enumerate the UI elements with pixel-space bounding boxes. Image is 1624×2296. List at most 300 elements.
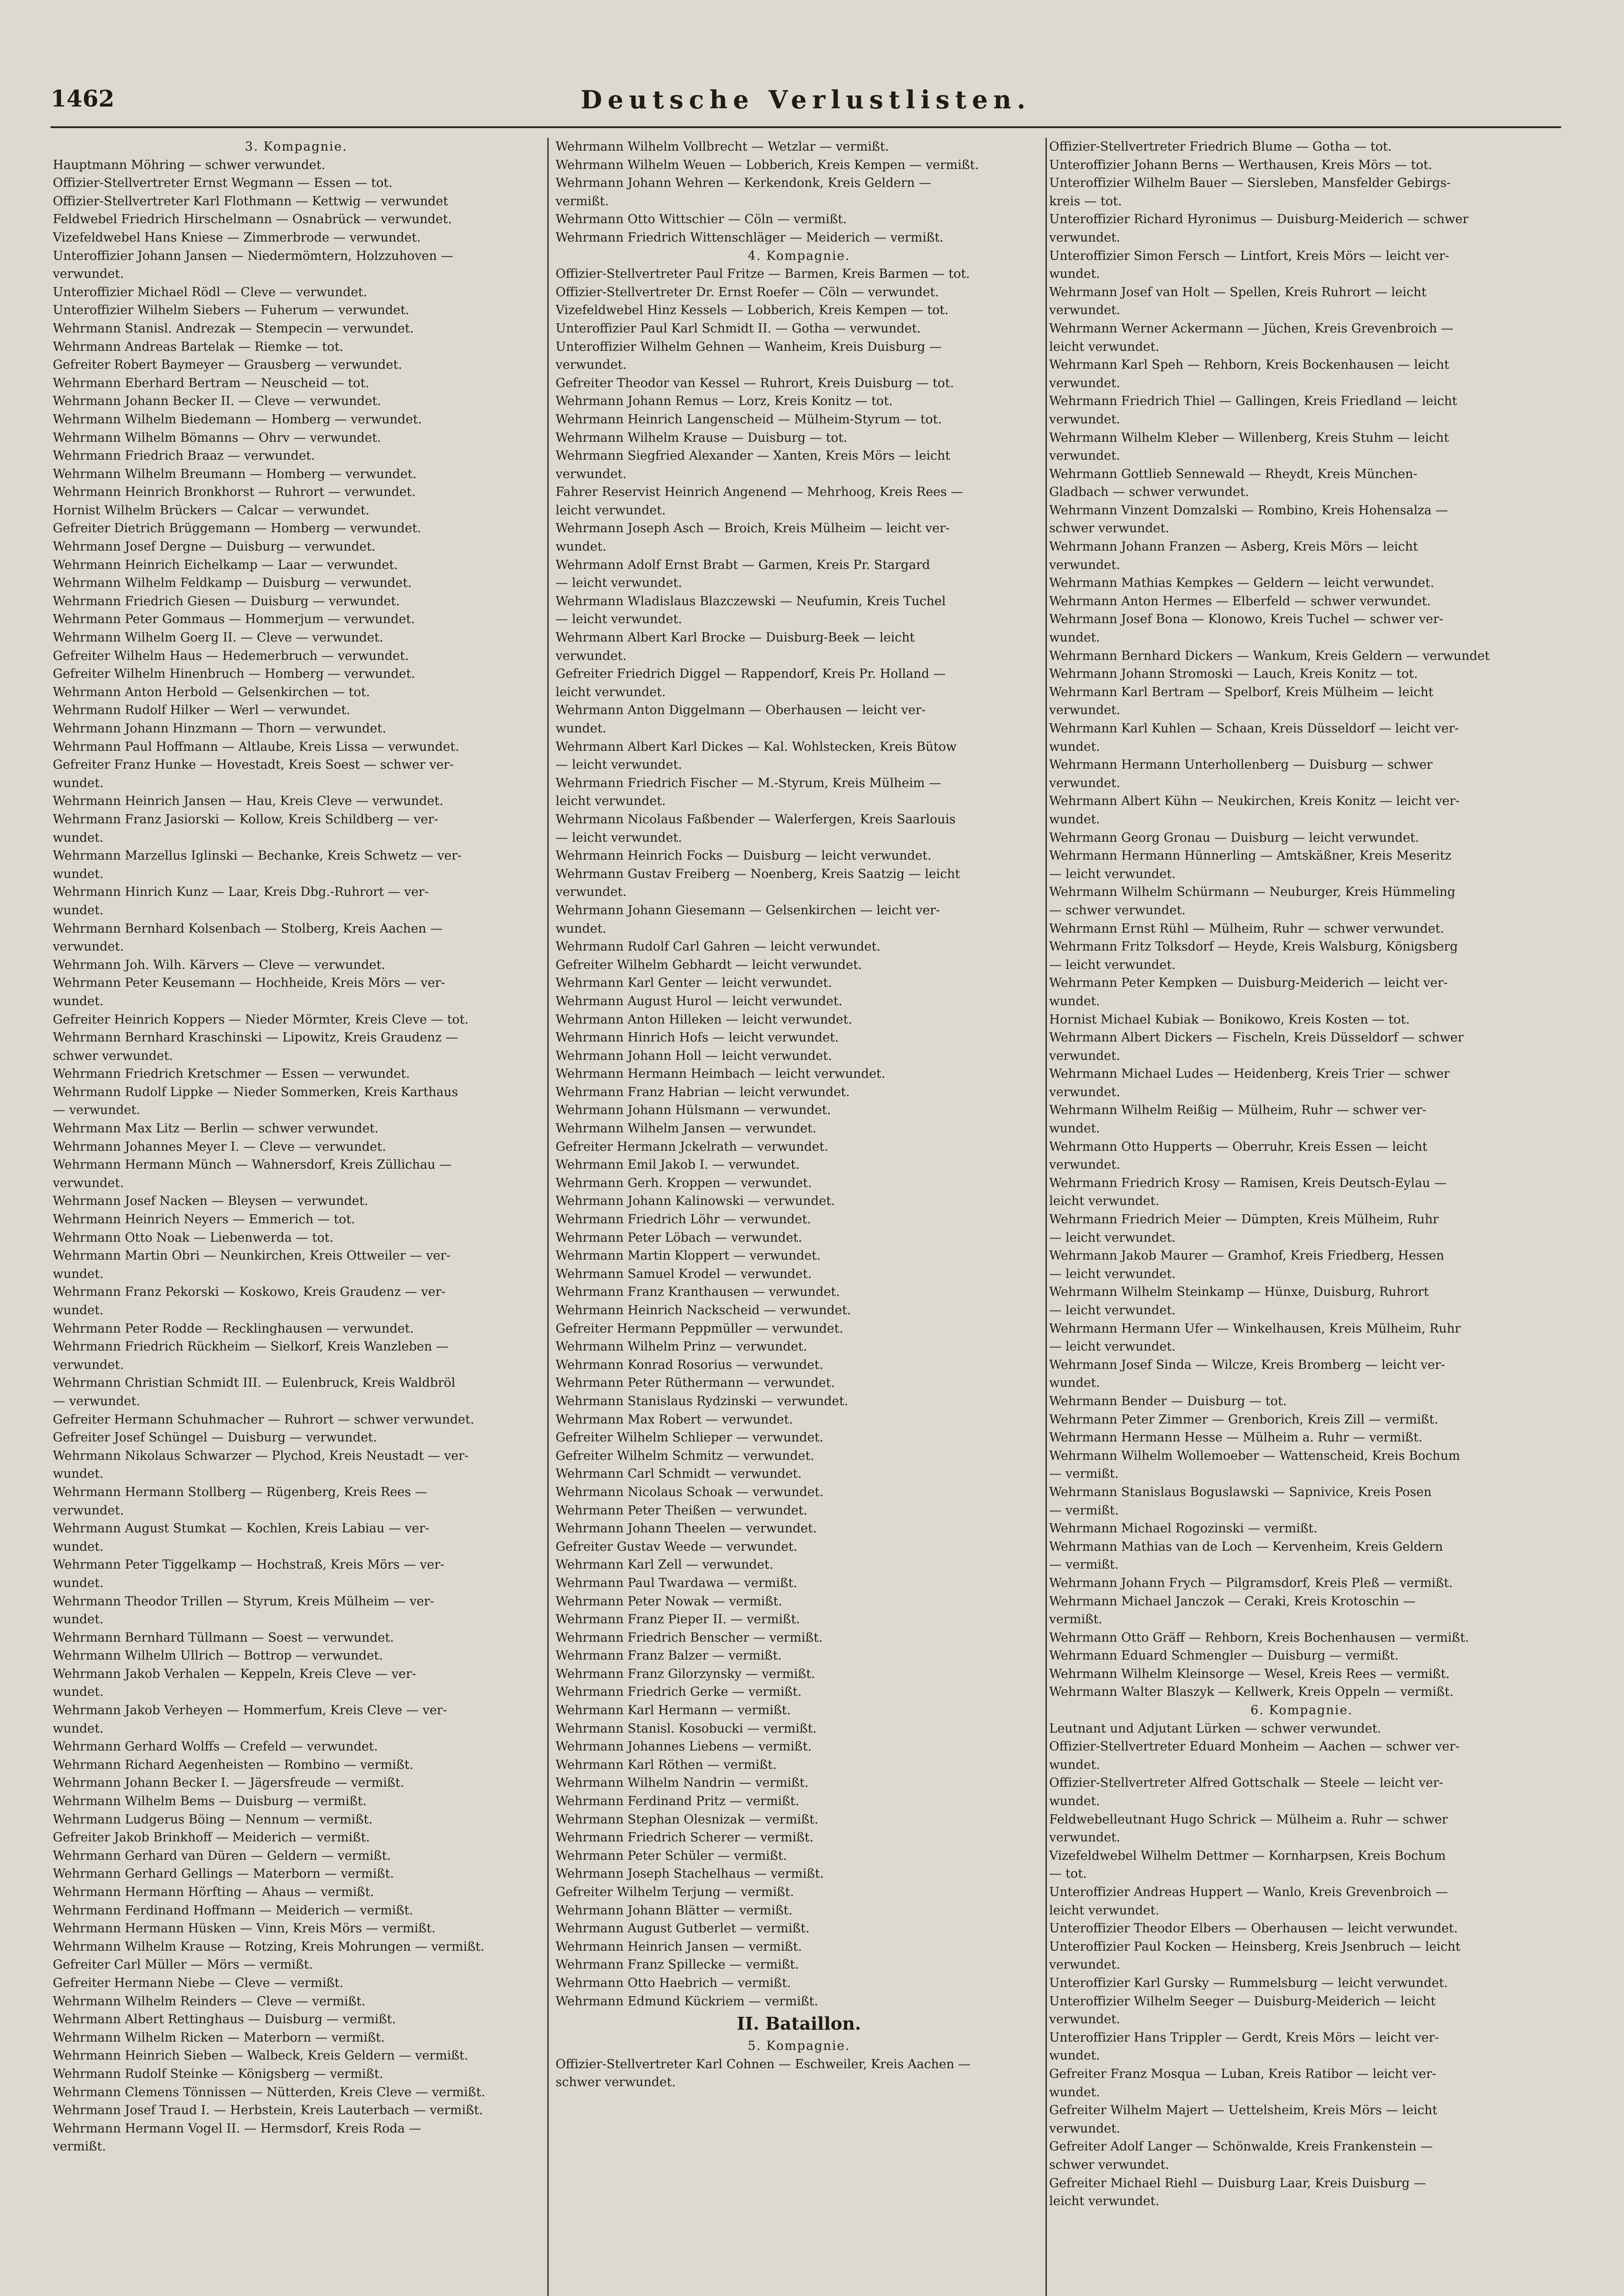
list-entry-line: schwer verwundet. bbox=[556, 2075, 676, 2090]
list-entry-line: Wehrmann Rudolf Carl Gahren — leicht verwundet. bbox=[556, 940, 881, 954]
list-entry-line: Wehrmann Ludgerus Böing — Nennum — vermißt. bbox=[53, 1812, 373, 1827]
list-entry-line: Wehrmann Martin Kloppert — verwundet. bbox=[556, 1249, 821, 1263]
list-entry-line: Wehrmann Wilhelm Krause — Duisburg — tot. bbox=[556, 430, 848, 445]
list-entry-line: Gladbach — schwer verwundet. bbox=[1049, 485, 1249, 500]
list-entry-line: wundet. bbox=[1049, 1376, 1100, 1390]
list-entry-line: Wehrmann Bernhard Dickers — Wankum, Kreis Geldern — verwundet bbox=[1049, 648, 1490, 663]
list-entry-line: verwundet. bbox=[1049, 776, 1120, 790]
list-entry-line: Wehrmann Johann Franzen — Asberg, Kreis Mörs — leicht bbox=[1049, 540, 1418, 554]
list-entry-line: Wehrmann Werner Ackermann — Jüchen, Kreis Grevenbroich — bbox=[1049, 321, 1454, 336]
list-entry-line: Wehrmann Wilhelm Reinders — Cleve — vermißt. bbox=[53, 1994, 365, 2009]
column-divider bbox=[1045, 138, 1047, 2296]
list-entry-line: wundet. bbox=[1049, 1757, 1100, 1772]
list-entry-line: Wehrmann Karl Bertram — Spelborf, Kreis Mülheim — leicht bbox=[1049, 685, 1433, 699]
list-entry-line: Wehrmann Hermann Ufer — Winkelhausen, Kreis Mülheim, Ruhr bbox=[1049, 1321, 1461, 1336]
list-entry-line: Wehrmann Siegfried Alexander — Xanten, Kreis Mörs — leicht bbox=[556, 449, 950, 463]
list-entry-line: Wehrmann Friedrich Fischer — M.-Styrum, Kreis Mülheim — bbox=[556, 776, 941, 790]
list-entry-line: Wehrmann Peter Schüler — vermißt. bbox=[556, 1848, 787, 1863]
list-entry-line: Wehrmann Friedrich Scherer — vermißt. bbox=[556, 1830, 814, 1845]
list-entry-line: Wehrmann Rudolf Hilker — Werl — verwundet. bbox=[53, 703, 350, 718]
list-entry-line: leicht verwundet. bbox=[1049, 1194, 1159, 1209]
list-entry-line: Vizefeldwebel Hans Kniese — Zimmerbrode — verwundet. bbox=[53, 230, 421, 245]
list-entry-line: Wehrmann Wilhelm Kleinsorge — Wesel, Kreis Rees — vermißt. bbox=[1049, 1666, 1450, 1681]
list-entry-line: Wehrmann Johann Stromoski — Lauch, Kreis Konitz — tot. bbox=[1049, 667, 1418, 681]
list-entry-line: verwundet. bbox=[1049, 376, 1120, 390]
list-entry-line: Wehrmann Johann Becker I. — Jägersfreude — vermißt. bbox=[53, 1776, 405, 1790]
column-2 bbox=[556, 138, 1042, 2296]
list-entry-line: — leicht verwundet. bbox=[556, 612, 682, 627]
list-entry-line: wundet. bbox=[53, 1612, 104, 1627]
list-entry-line: Vizefeldwebel Hinz Kessels — Lobberich, Kreis Kempen — tot. bbox=[556, 303, 949, 318]
list-entry-line: Wehrmann Richard Aegenheisten — Rombino — vermißt. bbox=[53, 1757, 414, 1772]
list-entry-line: Wehrmann Friedrich Braaz — verwundet. bbox=[53, 449, 315, 463]
list-entry-line: Wehrmann Franz Jasiorski — Kollow, Kreis Schildberg — ver- bbox=[53, 812, 438, 827]
list-entry-line: leicht verwundet. bbox=[1049, 2194, 1159, 2209]
list-entry-line: Wehrmann Stanislaus Rydzinski — verwundet. bbox=[556, 1394, 849, 1408]
list-entry-line: Wehrmann Josef Dergne — Duisburg — verwundet. bbox=[53, 540, 376, 554]
list-entry-line: Wehrmann Nikolaus Schwarzer — Plychod, Kreis Neustadt — ver- bbox=[53, 1448, 469, 1463]
list-entry-line: Wehrmann Rudolf Steinke — Königsberg — vermißt. bbox=[53, 2066, 383, 2081]
list-entry-line: Wehrmann Franz Gilorzynsky — vermißt. bbox=[556, 1666, 815, 1681]
list-entry-line: verwundet. bbox=[1049, 449, 1120, 463]
page-header bbox=[51, 85, 1561, 122]
list-entry-line: Wehrmann Hermann Münch — Wahnersdorf, Kreis Züllichau — bbox=[53, 1158, 452, 1172]
list-entry-line: Wehrmann Bernhard Kraschinski — Lipowitz, Kreis Graudenz — bbox=[53, 1030, 458, 1045]
list-entry-line: Offizier-Stellvertreter Eduard Monheim — Aachen — schwer ver- bbox=[1049, 1739, 1460, 1754]
list-entry-line: Offizier-Stellvertreter Paul Fritze — Barmen, Kreis Barmen — tot. bbox=[556, 267, 970, 281]
column-1 bbox=[53, 138, 539, 2296]
list-entry-line: Offizier-Stellvertreter Ernst Wegmann — Essen — tot. bbox=[53, 176, 393, 191]
list-entry-line: Wehrmann Adolf Ernst Brabt — Garmen, Kreis Pr. Stargard bbox=[556, 557, 930, 572]
list-entry-line: Wehrmann August Stumkat — Kochlen, Kreis Labiau — ver- bbox=[53, 1521, 429, 1536]
list-entry-line: Wehrmann Heinrich Focks — Duisburg — leicht verwundet. bbox=[556, 849, 932, 863]
list-entry-line: leicht verwundet. bbox=[556, 503, 666, 518]
list-entry-line: Wehrmann Karl Genter — leicht verwundet. bbox=[556, 976, 832, 990]
list-entry-line: wundet. bbox=[53, 1539, 104, 1554]
list-entry-line: Gefreiter Wilhelm Schlieper — verwundet. bbox=[556, 1430, 824, 1445]
list-entry-line: Wehrmann Josef Bona — Klonowo, Kreis Tuchel — schwer ver- bbox=[1049, 612, 1444, 627]
list-entry-line: Wehrmann Wilhelm Krause — Rotzing, Kreis Mohrungen — vermißt. bbox=[53, 1939, 485, 1954]
list-entry-line: Wehrmann Peter Löbach — verwundet. bbox=[556, 1230, 803, 1245]
list-entry-line: Hauptmann Möhring — schwer verwundet. bbox=[53, 158, 326, 172]
list-entry-line: Gefreiter Dietrich Brüggemann — Homberg — verwundet. bbox=[53, 521, 421, 536]
list-entry-line: Wehrmann Clemens Tönnissen — Nütterden, Kreis Cleve — vermißt. bbox=[53, 2085, 485, 2099]
list-entry-line: Wehrmann Eduard Schmengler — Duisburg — vermißt. bbox=[1049, 1649, 1399, 1663]
list-entry-line: Feldwebel Friedrich Hirschelmann — Osnabrück — verwundet. bbox=[53, 212, 452, 227]
list-entry-line: Gefreiter Carl Müller — Mörs — vermißt. bbox=[53, 1958, 313, 1972]
list-entry-line: Wehrmann Wilhelm Jansen — verwundet. bbox=[556, 1121, 817, 1136]
list-entry-line: verwundet. bbox=[1049, 303, 1120, 318]
list-entry-line: Gefreiter Hermann Schuhmacher — Ruhrort — schwer verwundet. bbox=[53, 1412, 474, 1427]
list-entry-line: Wehrmann Bernhard Tüllmann — Soest — verwundet. bbox=[53, 1630, 394, 1645]
list-entry-line: wundet. bbox=[53, 994, 104, 1008]
list-entry-line: Wehrmann Johannes Liebens — vermißt. bbox=[556, 1739, 812, 1754]
list-entry-line: verwundet. bbox=[1049, 1830, 1120, 1845]
list-entry-line: Wehrmann Peter Tiggelkamp — Hochstraß, Kreis Mörs — ver- bbox=[53, 1558, 444, 1572]
list-entry-line: Wehrmann Wilhelm Nandrin — vermißt. bbox=[556, 1776, 809, 1790]
list-entry-line: Wehrmann Otto Hupperts — Oberruhr, Kreis Essen — leicht bbox=[1049, 1139, 1427, 1154]
list-entry-line: Wehrmann Anton Herbold — Gelsenkirchen — tot. bbox=[53, 685, 370, 699]
list-entry-line: Wehrmann Edmund Kückriem — vermißt. bbox=[556, 1994, 818, 2009]
list-entry-line: verwundet. bbox=[53, 267, 124, 281]
list-entry-line: Wehrmann Wilhelm Biedemann — Homberg — verwundet. bbox=[53, 412, 422, 427]
list-entry-line: Unteroffizier Johann Jansen — Niedermömtern, Holzzuhoven — bbox=[53, 248, 454, 263]
list-entry-line: verwundet. bbox=[556, 358, 627, 372]
list-entry-line: Wehrmann Michael Rogozinski — vermißt. bbox=[1049, 1521, 1318, 1536]
list-entry-line: Wehrmann Johann Becker II. — Cleve — verwundet. bbox=[53, 394, 382, 409]
company-heading: 5. Kompagnie. bbox=[747, 2039, 850, 2054]
list-entry-line: Wehrmann Peter Nowak — vermißt. bbox=[556, 1594, 782, 1609]
list-entry-line: Gefreiter Wilhelm Haus — Hedemerbruch — verwundet. bbox=[53, 648, 409, 663]
list-entry-line: Wehrmann Heinrich Neyers — Emmerich — tot. bbox=[53, 1212, 355, 1227]
list-entry-line: Wehrmann Hermann Vogel II. — Hermsdorf, Kreis Roda — bbox=[53, 2121, 421, 2136]
list-entry-line: Wehrmann Wilhelm Schürmann — Neuburger, Kreis Hümmeling bbox=[1049, 885, 1455, 900]
list-entry-line: Wehrmann Konrad Rosorius — verwundet. bbox=[556, 1357, 824, 1372]
list-entry-line: Gefreiter Gustav Weede — verwundet. bbox=[556, 1539, 798, 1554]
list-entry-line: wundet. bbox=[556, 721, 607, 736]
list-entry-line: Gefreiter Friedrich Diggel — Rappendorf, Kreis Pr. Holland — bbox=[556, 667, 946, 681]
list-entry-line: Fahrer Reservist Heinrich Angenend — Mehrhoog, Kreis Rees — bbox=[556, 485, 963, 500]
list-entry-line: wundet. bbox=[53, 1576, 104, 1590]
list-entry-line: Gefreiter Jakob Brinkhoff — Meiderich — vermißt. bbox=[53, 1830, 370, 1845]
list-entry-line: Gefreiter Wilhelm Hinenbruch — Homberg — verwundet. bbox=[53, 667, 416, 681]
list-entry-line: Gefreiter Franz Hunke — Hovestadt, Kreis Soest — schwer ver- bbox=[53, 758, 454, 772]
list-entry-line: verwundet. bbox=[1049, 1158, 1120, 1172]
list-entry-line: Offizier-Stellvertreter Dr. Ernst Roefer — Cöln — verwundet. bbox=[556, 285, 939, 299]
list-entry-line: Wehrmann Joh. Wilh. Kärvers — Cleve — verwundet. bbox=[53, 957, 386, 972]
list-entry-line: Hornist Michael Kubiak — Bonikowo, Kreis Kosten — tot. bbox=[1049, 1012, 1410, 1027]
list-entry-line: verwundet. bbox=[1049, 412, 1120, 427]
list-entry-line: Wehrmann Hinrich Kunz — Laar, Kreis Dbg.-Ruhrort — ver- bbox=[53, 885, 429, 900]
list-entry-line: Wehrmann Wilhelm Kleber — Willenberg, Kreis Stuhm — leicht bbox=[1049, 430, 1449, 445]
list-entry-line: Wehrmann Josef Traud I. — Herbstein, Kreis Lauterbach — vermißt. bbox=[53, 2103, 483, 2118]
list-entry-line: Wehrmann Wilhelm Breumann — Homberg — verwundet. bbox=[53, 467, 417, 481]
list-entry-line: Gefreiter Josef Schüngel — Duisburg — verwundet. bbox=[53, 1430, 377, 1445]
list-entry-line: Wehrmann Wilhelm Ullrich — Bottrop — verwundet. bbox=[53, 1649, 383, 1663]
list-entry-line: Hornist Wilhelm Brückers — Calcar — verwundet. bbox=[53, 503, 370, 518]
list-entry-line: Wehrmann Hermann Heimbach — leicht verwundet. bbox=[556, 1067, 886, 1081]
list-entry-line: Wehrmann Johann Kalinowski — verwundet. bbox=[556, 1194, 835, 1209]
list-entry-line: Wehrmann Heinrich Jansen — vermißt. bbox=[556, 1939, 802, 1954]
list-entry-line: Wehrmann Gerhard van Düren — Geldern — vermißt. bbox=[53, 1848, 391, 1863]
list-entry-line: Wehrmann Wilhelm Reißig — Mülheim, Ruhr — schwer ver- bbox=[1049, 1103, 1427, 1118]
list-entry-line: Wehrmann Emil Jakob I. — verwundet. bbox=[556, 1158, 800, 1172]
list-entry-line: Wehrmann Stanisl. Andrezak — Stempecin — verwundet. bbox=[53, 321, 414, 336]
list-entry-line: Wehrmann Albert Karl Dickes — Kal. Wohlstecken, Kreis Bütow bbox=[556, 739, 957, 754]
list-entry-line: Wehrmann Ernst Rühl — Mülheim, Ruhr — schwer verwundet. bbox=[1049, 921, 1444, 936]
list-entry-line: verwundet. bbox=[1049, 1048, 1120, 1063]
list-entry-line: Wehrmann Peter Rüthermann — verwundet. bbox=[556, 1376, 835, 1390]
list-entry-line: Wehrmann Gustav Freiberg — Noenberg, Kreis Saatzig — leicht bbox=[556, 867, 960, 881]
list-entry-line: wundet. bbox=[1049, 2048, 1100, 2063]
list-entry-line: Wehrmann Hermann Hünnerling — Amtskäßner, Kreis Meseritz bbox=[1049, 849, 1452, 863]
list-entry-line: wundet. bbox=[556, 540, 607, 554]
list-entry-line: Wehrmann Gerhard Gellings — Materborn — vermißt. bbox=[53, 1867, 394, 1881]
list-entry-line: Wehrmann Ferdinand Pritz — vermißt. bbox=[556, 1794, 799, 1809]
list-entry-line: Wehrmann Hermann Hüsken — Vinn, Kreis Mörs — vermißt. bbox=[53, 1921, 436, 1936]
column-divider bbox=[547, 138, 549, 2296]
list-entry-line: Unteroffizier Johann Berns — Werthausen, Kreis Mörs — tot. bbox=[1049, 158, 1433, 172]
list-entry-line: — leicht verwundet. bbox=[1049, 1303, 1176, 1317]
list-entry-line: Wehrmann Anton Hilleken — leicht verwundet. bbox=[556, 1012, 853, 1027]
list-entry-line: Gefreiter Wilhelm Schmitz — verwundet. bbox=[556, 1448, 815, 1463]
list-entry-line: Wehrmann Hermann Stollberg — Rügenberg, Kreis Rees — bbox=[53, 1485, 427, 1499]
running-title: Deutsche Verlustlisten. bbox=[580, 85, 1031, 114]
list-entry-line: Wehrmann Wilhelm Vollbrecht — Wetzlar — vermißt. bbox=[556, 140, 889, 154]
list-entry-line: Gefreiter Hermann Jckelrath — verwundet. bbox=[556, 1139, 828, 1154]
list-entry-line: Wehrmann Johann Holl — leicht verwundet. bbox=[556, 1048, 832, 1063]
list-entry-line: Unteroffizier Michael Rödl — Cleve — verwundet. bbox=[53, 285, 367, 299]
list-entry-line: Wehrmann Peter Keusemann — Hochheide, Kreis Mörs — ver- bbox=[53, 976, 445, 990]
list-entry-line: Feldwebelleutnant Hugo Schrick — Mülheim a. Ruhr — schwer bbox=[1049, 1812, 1448, 1827]
list-entry-line: Wehrmann Heinrich Bronkhorst — Ruhrort — verwundet. bbox=[53, 485, 416, 500]
company-heading: 6. Kompagnie. bbox=[1250, 1703, 1353, 1718]
list-entry-line: schwer verwundet. bbox=[1049, 521, 1169, 536]
list-entry-line: Gefreiter Hermann Peppmüller — verwundet. bbox=[556, 1321, 843, 1336]
list-entry-line: Wehrmann Johann Frych — Pilgramsdorf, Kreis Pleß — vermißt. bbox=[1049, 1576, 1453, 1590]
list-entry-line: Offizier-Stellvertreter Alfred Gottschalk — Steele — leicht ver- bbox=[1049, 1776, 1444, 1790]
list-entry-line: Wehrmann Michael Janczok — Ceraki, Kreis Krotoschin — bbox=[1049, 1594, 1416, 1609]
list-entry-line: wundet. bbox=[53, 1467, 104, 1481]
list-entry-line: verwundet. bbox=[53, 940, 124, 954]
list-entry-line: wundet. bbox=[1049, 630, 1100, 645]
list-entry-line: Wehrmann Andreas Bartelak — Riemke — tot. bbox=[53, 339, 343, 354]
list-entry-line: Wehrmann Wilhelm Prinz — verwundet. bbox=[556, 1339, 807, 1354]
list-entry-line: Wehrmann Gerhard Wolffs — Crefeld — verwundet. bbox=[53, 1739, 378, 1754]
list-entry-line: Wehrmann Friedrich Rückheim — Sielkorf, Kreis Wanzleben — bbox=[53, 1339, 449, 1354]
list-entry-line: Wehrmann Joseph Asch — Broich, Kreis Mülheim — leicht ver- bbox=[556, 521, 950, 536]
list-entry-line: Wehrmann Stanisl. Kosobucki — vermißt. bbox=[556, 1721, 817, 1736]
list-entry-line: Wehrmann Hermann Unterhollenberg — Duisburg — schwer bbox=[1049, 758, 1433, 772]
list-entry-line: wundet. bbox=[556, 921, 607, 936]
list-entry-line: verwundet. bbox=[53, 1357, 124, 1372]
list-entry-line: Wehrmann Gerh. Kroppen — verwundet. bbox=[556, 1176, 812, 1190]
list-entry-line: Wehrmann Johann Blätter — vermißt. bbox=[556, 1903, 792, 1918]
list-entry-line: Wehrmann Karl Zell — verwundet. bbox=[556, 1558, 774, 1572]
list-entry-line: Wehrmann Franz Habrian — leicht verwundet. bbox=[556, 1085, 850, 1099]
list-entry-line: Wehrmann Albert Karl Brocke — Duisburg-Beek — leicht bbox=[556, 630, 915, 645]
list-entry-line: Unteroffizier Paul Kocken — Heinsberg, Kreis Jsenbruch — leicht bbox=[1049, 1939, 1461, 1954]
list-entry-line: Wehrmann Stanislaus Boguslawski — Sapnivice, Kreis Posen bbox=[1049, 1485, 1432, 1499]
list-entry-line: verwundet. bbox=[1049, 2012, 1120, 2027]
list-entry-line: Wehrmann Johann Remus — Lorz, Kreis Konitz — tot. bbox=[556, 394, 893, 409]
list-entry-line: wundet. bbox=[53, 776, 104, 790]
list-entry-line: Wehrmann Wilhelm Steinkamp — Hünxe, Duisburg, Ruhrort bbox=[1049, 1285, 1429, 1300]
list-entry-line: verwundet. bbox=[1049, 1958, 1120, 1972]
list-entry-line: Wehrmann Josef van Holt — Spellen, Kreis Ruhrort — leicht bbox=[1049, 285, 1427, 299]
list-entry-line: Wehrmann Theodor Trillen — Styrum, Kreis Mülheim — ver- bbox=[53, 1594, 434, 1609]
list-entry-line: Wehrmann Friedrich Meier — Dümpten, Kreis Mülheim, Ruhr bbox=[1049, 1212, 1439, 1227]
list-entry-line: verwundet. bbox=[556, 885, 627, 900]
list-entry-line: vermißt. bbox=[53, 2139, 106, 2154]
list-entry-line: Wehrmann Friedrich Benscher — vermißt. bbox=[556, 1630, 823, 1645]
list-entry-line: Wehrmann Franz Balzer — vermißt. bbox=[556, 1649, 782, 1663]
list-entry-line: Wehrmann Otto Wittschier — Cöln — vermißt. bbox=[556, 212, 847, 227]
list-entry-line: Wehrmann Ferdinand Hoffmann — Meiderich — vermißt. bbox=[53, 1903, 413, 1918]
list-entry-line: Wehrmann Walter Blaszyk — Kellwerk, Kreis Oppeln — vermißt. bbox=[1049, 1685, 1454, 1699]
list-entry-line: — leicht verwundet. bbox=[1049, 1266, 1176, 1281]
list-entry-line: Unteroffizier Wilhelm Gehnen — Wanheim, Kreis Duisburg — bbox=[556, 339, 942, 354]
list-entry-line: Wehrmann Eberhard Bertram — Neuscheid — tot. bbox=[53, 376, 370, 390]
header-rule bbox=[51, 126, 1561, 128]
list-entry-line: Gefreiter Wilhelm Terjung — vermißt. bbox=[556, 1885, 794, 1899]
list-entry-line: — vermißt. bbox=[1049, 1503, 1119, 1518]
list-entry-line: Wehrmann Anton Hermes — Elberfeld — schwer verwundet. bbox=[1049, 594, 1431, 608]
list-entry-line: Wehrmann Wilhelm Goerg II. — Cleve — verwundet. bbox=[53, 630, 383, 645]
column-3 bbox=[1049, 138, 1554, 2296]
list-entry-line: Wehrmann Heinrich Sieben — Walbeck, Kreis Geldern — vermißt. bbox=[53, 2048, 468, 2063]
list-entry-line: Wehrmann Friedrich Löhr — verwundet. bbox=[556, 1212, 811, 1227]
list-entry-line: Wehrmann Peter Theißen — verwundet. bbox=[556, 1503, 808, 1518]
list-entry-line: Wehrmann Hermann Hörfting — Ahaus — vermißt. bbox=[53, 1885, 374, 1899]
list-entry-line: Wehrmann Hermann Hesse — Mülheim a. Ruhr — vermißt. bbox=[1049, 1430, 1422, 1445]
list-entry-line: Wehrmann Hinrich Hofs — leicht verwundet. bbox=[556, 1030, 839, 1045]
list-entry-line: Wehrmann Otto Gräff — Rehborn, Kreis Bochenhausen — vermißt. bbox=[1049, 1630, 1469, 1645]
battalion-heading: II. Bataillon. bbox=[736, 2013, 861, 2034]
list-entry-line: Gefreiter Hermann Niebe — Cleve — vermißt. bbox=[53, 1975, 344, 1990]
list-entry-line: — leicht verwundet. bbox=[1049, 1230, 1176, 1245]
list-entry-line: — leicht verwundet. bbox=[1049, 957, 1176, 972]
list-entry-line: Wehrmann Albert Rettinghaus — Duisburg — vermißt. bbox=[53, 2012, 396, 2027]
list-entry-line: wundet. bbox=[53, 903, 104, 917]
list-entry-line: — leicht verwundet. bbox=[556, 576, 682, 591]
list-entry-line: wundet. bbox=[1049, 1794, 1100, 1809]
list-entry-line: Unteroffizier Wilhelm Bauer — Siersleben, Mansfelder Gebirgs- bbox=[1049, 176, 1451, 191]
list-entry-line: Wehrmann Karl Hermann — vermißt. bbox=[556, 1703, 791, 1718]
list-entry-line: leicht verwundet. bbox=[556, 794, 666, 809]
list-entry-line: Wehrmann Franz Pieper II. — vermißt. bbox=[556, 1612, 800, 1627]
list-entry-line: Wehrmann Peter Gommaus — Hommerjum — verwundet. bbox=[53, 612, 415, 627]
list-entry-line: leicht verwundet. bbox=[556, 685, 666, 699]
list-entry-line: Gefreiter Theodor van Kessel — Ruhrort, Kreis Duisburg — tot. bbox=[556, 376, 954, 390]
list-entry-line: Wehrmann Josef Nacken — Bleysen — verwundet. bbox=[53, 1194, 368, 1209]
list-entry-line: Unteroffizier Wilhelm Siebers — Fuherum — verwundet. bbox=[53, 303, 410, 318]
list-entry-line: Wehrmann Mathias van de Loch — Kervenheim, Kreis Geldern bbox=[1049, 1539, 1443, 1554]
list-entry-line: Wehrmann Albert Kühn — Neukirchen, Kreis Konitz — leicht ver- bbox=[1049, 794, 1460, 809]
list-entry-line: Wehrmann Stephan Olesnizak — vermißt. bbox=[556, 1812, 819, 1827]
list-entry-line: vermißt. bbox=[556, 194, 609, 208]
list-entry-line: Unteroffizier Karl Gursky — Rummelsburg — leicht verwundet. bbox=[1049, 1975, 1448, 1990]
list-entry-line: Wehrmann Friedrich Giesen — Duisburg — verwundet. bbox=[53, 594, 400, 608]
list-entry-line: Wehrmann Bernhard Kolsenbach — Stolberg, Kreis Aachen — bbox=[53, 921, 443, 936]
company-heading: 3. Kompagnie. bbox=[245, 140, 348, 154]
list-entry-line: Unteroffizier Paul Karl Schmidt II. — Gotha — verwundet. bbox=[556, 321, 921, 336]
list-entry-line: Gefreiter Franz Mosqua — Luban, Kreis Ratibor — leicht ver- bbox=[1049, 2066, 1436, 2081]
list-entry-line: Wehrmann August Hurol — leicht verwundet. bbox=[556, 994, 843, 1008]
list-entry-line: Wehrmann Paul Twardawa — vermißt. bbox=[556, 1576, 798, 1590]
list-entry-line: Wehrmann Heinrich Nackscheid — verwundet. bbox=[556, 1303, 851, 1317]
list-entry-line: Wehrmann Wladislaus Blazczewski — Neufumin, Kreis Tuchel bbox=[556, 594, 946, 608]
list-entry-line: Wehrmann Max Robert — verwundet. bbox=[556, 1412, 793, 1427]
list-entry-line: Wehrmann Nicolaus Faßbender — Walerfergen, Kreis Saarlouis bbox=[556, 812, 956, 827]
company-heading: 4. Kompagnie. bbox=[747, 248, 850, 263]
list-entry-line: Wehrmann Jakob Verhalen — Keppeln, Kreis Cleve — ver- bbox=[53, 1666, 416, 1681]
list-entry-line: Wehrmann Georg Gronau — Duisburg — leicht verwundet. bbox=[1049, 830, 1419, 845]
list-entry-line: Wehrmann Jakob Maurer — Gramhof, Kreis Friedberg, Hessen bbox=[1049, 1249, 1444, 1263]
list-entry-line: leicht verwundet. bbox=[1049, 339, 1159, 354]
list-entry-line: Wehrmann Bender — Duisburg — tot. bbox=[1049, 1394, 1287, 1408]
list-entry-line: Wehrmann Otto Haebrich — vermißt. bbox=[556, 1975, 791, 1990]
list-entry-line: wundet. bbox=[1049, 812, 1100, 827]
list-entry-line: Wehrmann Jakob Verheyen — Hommerfum, Kreis Cleve — ver- bbox=[53, 1703, 447, 1718]
list-entry-line: Wehrmann Christian Schmidt III. — Eulenbruck, Kreis Waldbröl bbox=[53, 1376, 455, 1390]
list-entry-line: Wehrmann Wilhelm Bems — Duisburg — vermißt. bbox=[53, 1794, 367, 1809]
list-entry-line: Offizier-Stellvertreter Friedrich Blume — Gotha — tot. bbox=[1049, 140, 1392, 154]
list-entry-line: wundet. bbox=[53, 1303, 104, 1317]
list-entry-line: — schwer verwundet. bbox=[1049, 903, 1186, 917]
list-entry-line: Unteroffizier Richard Hyronimus — Duisburg-Meiderich — schwer bbox=[1049, 212, 1469, 227]
list-entry-line: Wehrmann Otto Noak — Liebenwerda — tot. bbox=[53, 1230, 334, 1245]
list-entry-line: — verwundet. bbox=[53, 1103, 140, 1118]
list-entry-line: Wehrmann Carl Schmidt — verwundet. bbox=[556, 1467, 802, 1481]
list-entry-line: wundet. bbox=[53, 1685, 104, 1699]
list-entry-line: wundet. bbox=[53, 830, 104, 845]
list-entry-line: Wehrmann Friedrich Thiel — Gallingen, Kreis Friedland — leicht bbox=[1049, 394, 1457, 409]
list-entry-line: Vizefeldwebel Wilhelm Dettmer — Kornharpsen, Kreis Bochum bbox=[1049, 1848, 1446, 1863]
list-entry-line: wundet. bbox=[1049, 2085, 1100, 2099]
list-entry-line: wundet. bbox=[1049, 739, 1100, 754]
list-entry-line: Wehrmann August Gutberlet — vermißt. bbox=[556, 1921, 810, 1936]
list-entry-line: Unteroffizier Andreas Huppert — Wanlo, Kreis Grevenbroich — bbox=[1049, 1885, 1448, 1899]
page-number: 1462 bbox=[51, 85, 115, 112]
list-entry-line: Wehrmann Heinrich Jansen — Hau, Kreis Cleve — verwundet. bbox=[53, 794, 444, 809]
list-entry-line: Wehrmann Peter Rodde — Recklinghausen — verwundet. bbox=[53, 1321, 414, 1336]
list-entry-line: wundet. bbox=[1049, 994, 1100, 1008]
list-entry-line: Wehrmann Johann Giesemann — Gelsenkirchen — leicht ver- bbox=[556, 903, 940, 917]
list-entry-line: verwundet. bbox=[556, 467, 627, 481]
list-entry-line: — leicht verwundet. bbox=[556, 758, 682, 772]
list-entry-line: wundet. bbox=[53, 1266, 104, 1281]
list-entry-line: — tot. bbox=[1049, 1867, 1087, 1881]
list-entry-line: Wehrmann Wilhelm Weuen — Lobberich, Kreis Kempen — vermißt. bbox=[556, 158, 979, 172]
list-entry-line: Wehrmann Fritz Tolksdorf — Heyde, Kreis Walsburg, Königsberg bbox=[1049, 940, 1458, 954]
list-entry-line: Wehrmann Albert Dickers — Fischeln, Kreis Düsseldorf — schwer bbox=[1049, 1030, 1464, 1045]
list-entry-line: — vermißt. bbox=[1049, 1467, 1119, 1481]
list-entry-line: Wehrmann Wilhelm Wollemoeber — Wattenscheid, Kreis Bochum bbox=[1049, 1448, 1460, 1463]
list-entry-line: verwundet. bbox=[1049, 230, 1120, 245]
list-entry-line: Wehrmann Karl Speh — Rehborn, Kreis Bockenhausen — leicht bbox=[1049, 358, 1450, 372]
list-entry-line: Wehrmann Johann Hinzmann — Thorn — verwundet. bbox=[53, 721, 387, 736]
list-entry-line: Wehrmann Martin Obri — Neunkirchen, Kreis Ottweiler — ver- bbox=[53, 1249, 451, 1263]
list-entry-line: Wehrmann Wilhelm Bömanns — Ohrv — verwundet. bbox=[53, 430, 381, 445]
list-entry-line: Unteroffizier Hans Trippler — Gerdt, Kreis Mörs — leicht ver- bbox=[1049, 2030, 1439, 2045]
list-entry-line: Wehrmann Karl Röthen — vermißt. bbox=[556, 1757, 777, 1772]
list-entry-line: — verwundet. bbox=[53, 1394, 140, 1408]
list-entry-line: Gefreiter Michael Riehl — Duisburg Laar, Kreis Duisburg — bbox=[1049, 2176, 1426, 2190]
list-entry-line: Gefreiter Wilhelm Majert — Uettelsheim, Kreis Mörs — leicht bbox=[1049, 2103, 1438, 2118]
list-entry-line: Wehrmann Max Litz — Berlin — schwer verwundet. bbox=[53, 1121, 379, 1136]
list-entry-line: wundet. bbox=[1049, 1121, 1100, 1136]
list-entry-line: Wehrmann Franz Kranthausen — verwundet. bbox=[556, 1285, 840, 1300]
list-entry-line: Wehrmann Nicolaus Schoak — verwundet. bbox=[556, 1485, 824, 1499]
list-entry-line: schwer verwundet. bbox=[53, 1048, 173, 1063]
list-entry-line: schwer verwundet. bbox=[1049, 2157, 1169, 2172]
list-entry-line: Wehrmann Johannes Meyer I. — Cleve — verwundet. bbox=[53, 1139, 386, 1154]
list-entry-line: Wehrmann Peter Zimmer — Grenborich, Kreis Zill — vermißt. bbox=[1049, 1412, 1439, 1427]
list-entry-line: verwundet. bbox=[1049, 1085, 1120, 1099]
list-entry-line: Gefreiter Heinrich Koppers — Nieder Mörmter, Kreis Cleve — tot. bbox=[53, 1012, 469, 1027]
list-entry-line: Wehrmann Michael Ludes — Heidenberg, Kreis Trier — schwer bbox=[1049, 1067, 1450, 1081]
list-entry-line: Wehrmann Friedrich Wittenschläger — Meiderich — vermißt. bbox=[556, 230, 944, 245]
list-entry-line: Gefreiter Robert Baymeyer — Grausberg — verwundet. bbox=[53, 358, 402, 372]
list-entry-line: verwundet. bbox=[53, 1176, 124, 1190]
list-entry-line: — leicht verwundet. bbox=[1049, 1339, 1176, 1354]
list-entry-line: Wehrmann Samuel Krodel — verwundet. bbox=[556, 1266, 812, 1281]
list-entry-line: Wehrmann Heinrich Eichelkamp — Laar — verwundet. bbox=[53, 557, 398, 572]
list-entry-line: Wehrmann Rudolf Lippke — Nieder Sommerken, Kreis Karthaus bbox=[53, 1085, 458, 1099]
list-entry-line: Wehrmann Johann Hülsmann — verwundet. bbox=[556, 1103, 831, 1118]
list-entry-line: verwundet. bbox=[556, 648, 627, 663]
